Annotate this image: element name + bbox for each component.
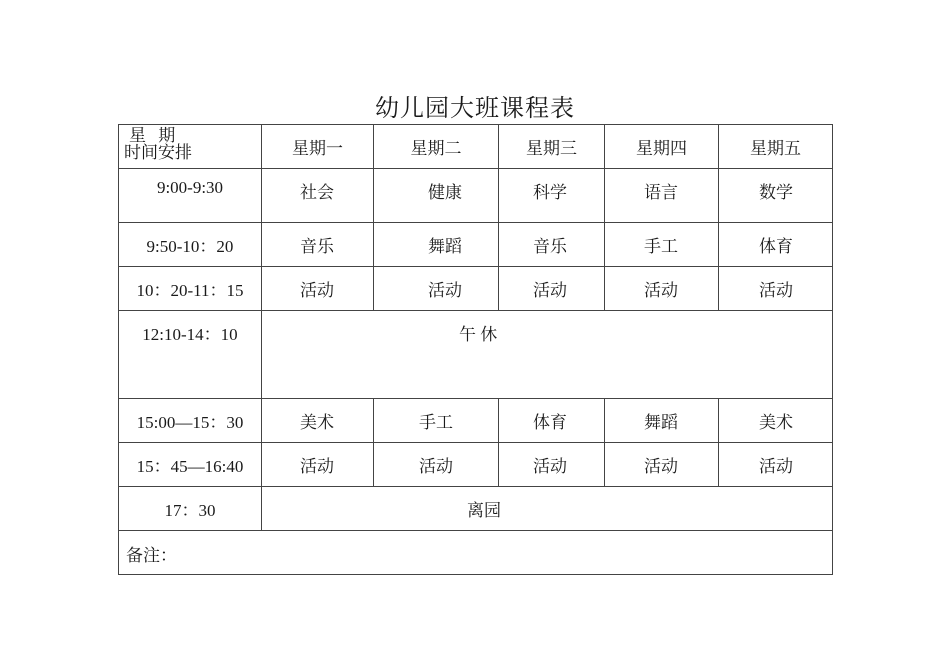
time-cell: 15：45—16:40 [119,443,262,487]
day-header: 星期三 [499,125,605,169]
subject-cell: 手工 [605,223,719,267]
subject-cell: 活动 [499,443,605,487]
time-cell: 9:50-10：20 [119,223,262,267]
table-row [119,487,833,531]
subject-cell: 活动 [605,443,719,487]
corner-cell [119,125,262,169]
corner-label-time: 时间安排 [124,143,192,162]
table-row [119,169,833,223]
subject-cell: 体育 [719,223,833,267]
subject-cell: 美术 [262,399,374,443]
time-cell: 17：30 [119,487,262,531]
table-row [119,311,833,399]
subject-cell: 社会 [262,169,374,223]
subject-cell: 活动 [719,443,833,487]
table-row [119,399,833,443]
table-row [119,223,833,267]
subject-cell: 舞蹈 [605,399,719,443]
day-header: 星期四 [605,125,719,169]
subject-cell: 舞蹈 [374,223,499,267]
page-title: 幼儿园大班课程表 [375,96,575,122]
subject-cell: 活动 [262,267,374,311]
subject-cell: 健康 [374,169,499,223]
subject-cell: 语言 [605,169,719,223]
subject-cell: 活动 [374,443,499,487]
time-cell: 15:00—15：30 [119,399,262,443]
subject-cell: 活动 [374,267,499,311]
nap-cell: 午 休 [262,311,833,399]
subject-cell: 活动 [262,443,374,487]
subject-cell: 美术 [719,399,833,443]
day-header: 星期一 [262,125,374,169]
table-row [119,443,833,487]
header-row [119,125,833,169]
corner-label-day: 星 期 [129,126,180,145]
subject-cell: 活动 [605,267,719,311]
subject-cell: 音乐 [262,223,374,267]
time-cell: 10：20-11：15 [119,267,262,311]
subject-cell: 活动 [719,267,833,311]
subject-cell: 体育 [499,399,605,443]
subject-cell: 活动 [499,267,605,311]
subject-cell: 数学 [719,169,833,223]
schedule-table [118,124,833,575]
subject-cell: 科学 [499,169,605,223]
time-cell: 9:00-9:30 [119,169,262,223]
day-header: 星期二 [374,125,499,169]
day-header: 星期五 [719,125,833,169]
note-label: 备注： [119,531,833,575]
subject-cell: 手工 [374,399,499,443]
time-cell: 12:10-14：10 [119,311,262,399]
subject-cell: 音乐 [499,223,605,267]
table-row [119,267,833,311]
note-row [119,531,833,575]
leave-cell: 离园 [262,487,833,531]
